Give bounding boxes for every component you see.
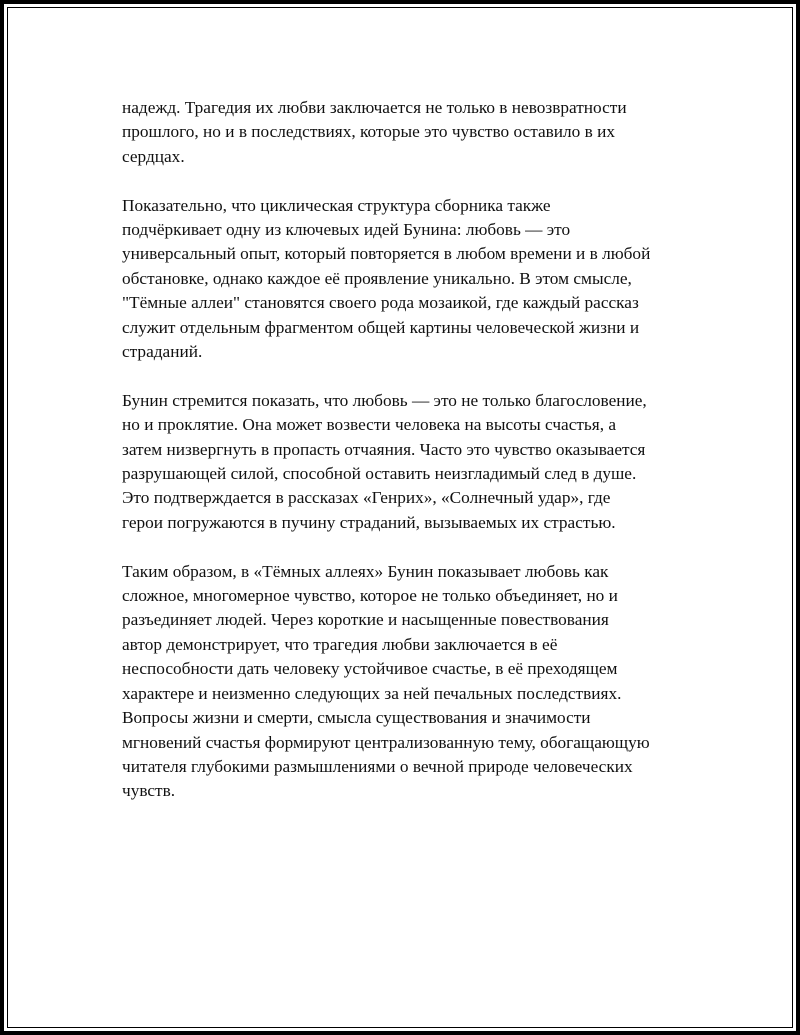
text-line: прошлого, но и в последствиях, которые это чувство оставило в их — [122, 122, 615, 142]
text-line: универсальный опыт, который повторяется в любом времени и в любой — [122, 244, 651, 264]
paragraph-3 — [122, 389, 692, 535]
text-line: страданий. — [122, 342, 203, 362]
text-line: герои погружаются в пучину страданий, вызываемых их страстью. — [122, 512, 616, 532]
text-line: сложное, многомерное чувство, которое не только объединяет, но и — [122, 586, 618, 606]
text-line: читателя глубокими размышлениями о вечной природе человеческих — [122, 756, 633, 776]
text-line: "Тёмные аллеи" становятся своего рода мозаикой, где каждый рассказ — [122, 293, 639, 313]
document-body — [122, 96, 692, 828]
text-line: сердцах. — [122, 146, 185, 166]
text-line: Это подтверждается в рассказах «Генрих», «Солнечный удар», где — [122, 488, 611, 508]
text-line: неспособности дать человеку устойчивое счастье, в её преходящем — [122, 659, 618, 679]
text-line: разъединяет людей. Через короткие и насыщенные повествования — [122, 610, 609, 630]
text-line: но и проклятие. Она может возвести человека на высоты счастья, а — [122, 415, 617, 435]
text-line: Таким образом, в «Тёмных аллеях» Бунин показывает любовь как — [122, 561, 609, 581]
paragraph-4 — [122, 560, 692, 804]
paragraph-2 — [122, 194, 692, 365]
text-line: чувств. — [122, 781, 176, 801]
text-line: служит отдельным фрагментом общей картины человеческой жизни и — [122, 317, 640, 337]
text-line: Показательно, что циклическая структура сборника также — [122, 195, 551, 215]
text-line: затем низвергнуть в пропасть отчаяния. Часто это чувство оказывается — [122, 439, 646, 459]
paragraph-1 — [122, 96, 692, 169]
text-line: мгновений счастья формируют централизованную тему, обогащающую — [122, 732, 650, 752]
text-line: надежд. Трагедия их любви заключается не только в невозвратности — [122, 98, 627, 117]
text-line: разрушающей силой, способной оставить неизгладимый след в душе. — [122, 464, 637, 484]
text-line: характере и неизменно следующих за ней печальных последствиях. — [122, 683, 622, 703]
text-line: автор демонстрирует, что трагедия любви заключается в её — [122, 634, 558, 654]
text-line: подчёркивает одну из ключевых идей Бунина: любовь — это — [122, 220, 571, 240]
text-line: обстановке, однако каждое её проявление уникально. В этом смысле, — [122, 268, 632, 288]
text-line: Бунин стремится показать, что любовь — это не только благословение, — [122, 390, 647, 410]
text-line: Вопросы жизни и смерти, смысла существования и значимости — [122, 708, 591, 728]
